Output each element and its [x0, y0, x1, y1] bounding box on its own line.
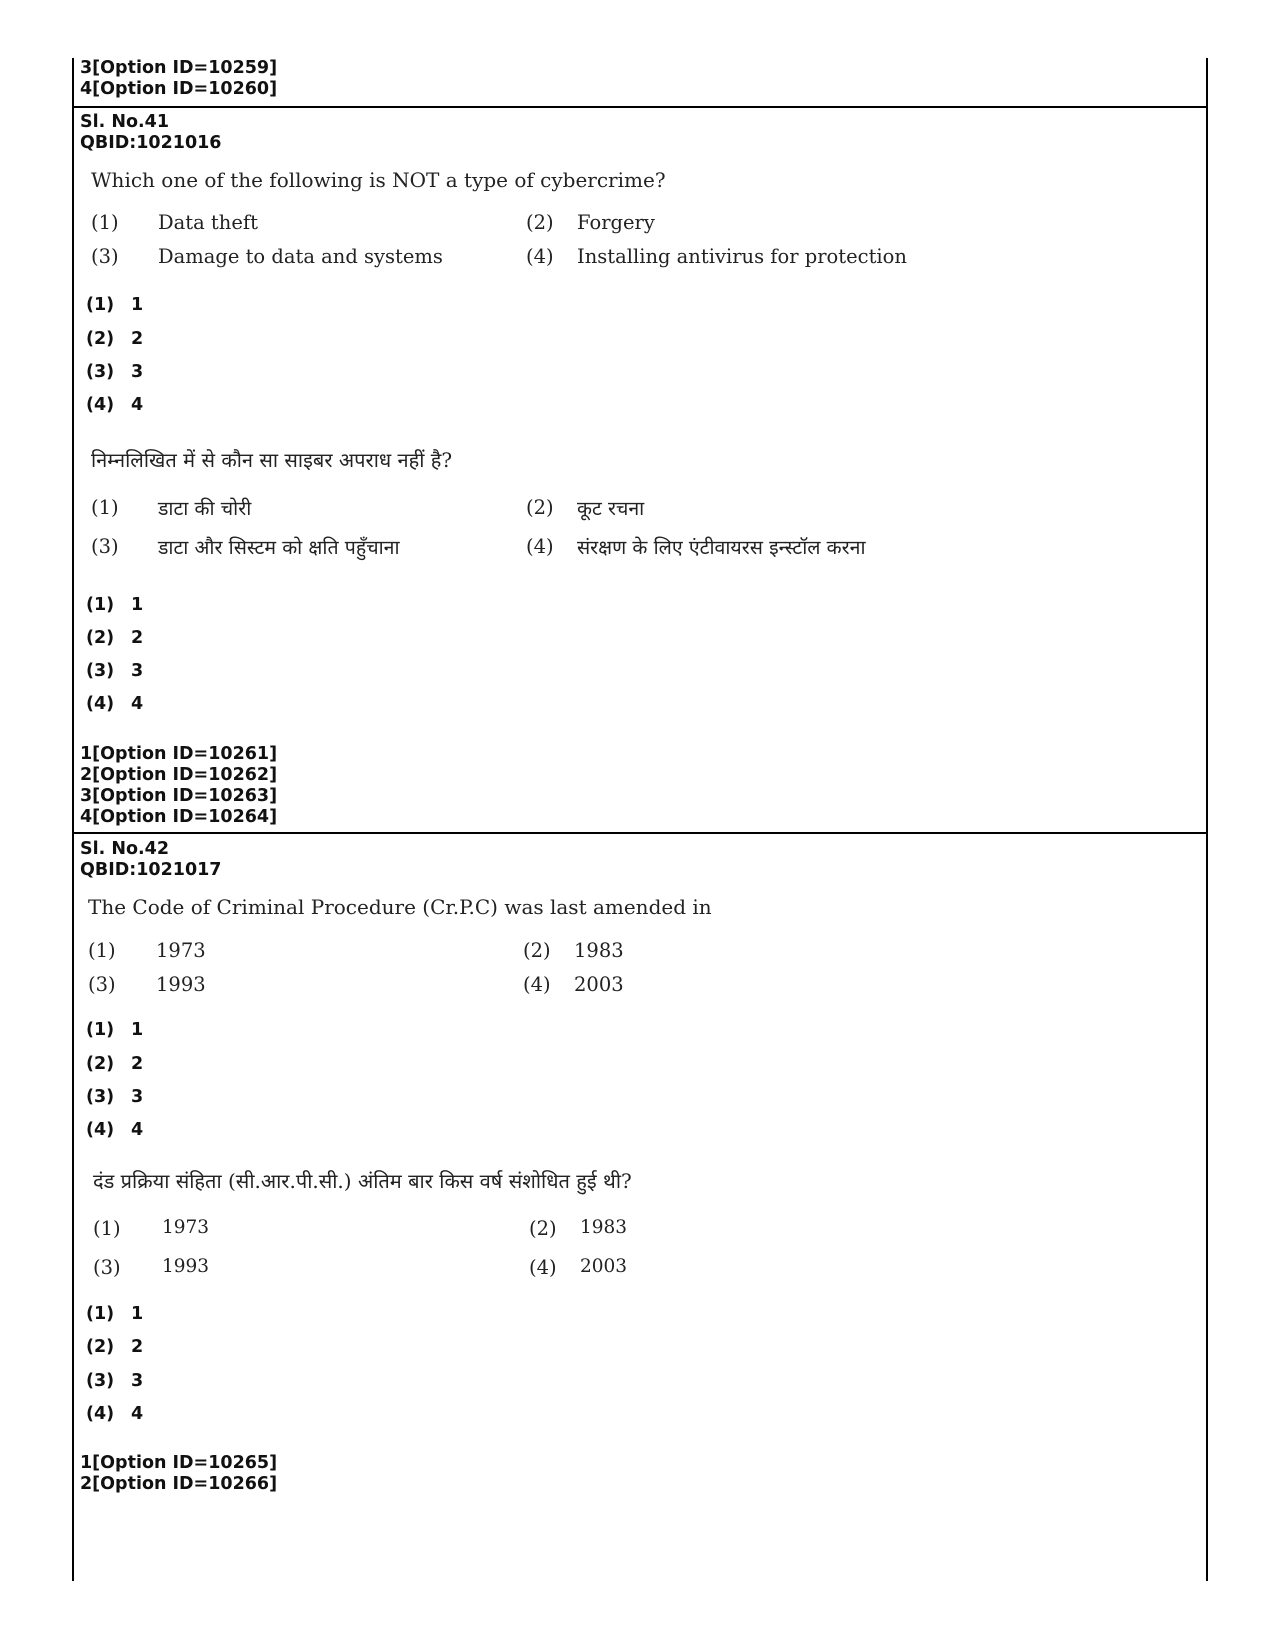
option-id-line: 1[Option ID=10261]: [80, 744, 278, 764]
option-id-line: 3[Option ID=10259]: [80, 58, 278, 78]
divider-q42: [72, 832, 1208, 834]
answer-choice[interactable]: (4) 4: [86, 1404, 144, 1424]
option-number: (4): [523, 973, 551, 996]
answer-choice[interactable]: (3) 3: [86, 362, 144, 382]
option-text: Damage to data and systems: [158, 245, 443, 268]
answer-choice[interactable]: (1) 1: [86, 295, 144, 315]
option-id-line: 4[Option ID=10260]: [80, 79, 278, 99]
option-number: (3): [93, 1256, 121, 1279]
option-number: (4): [526, 535, 554, 558]
option-number: (2): [523, 939, 551, 962]
option-text: 2003: [580, 1256, 628, 1277]
answer-choice[interactable]: (2) 2: [86, 1337, 144, 1357]
option-text: 1973: [156, 939, 206, 962]
option-text: 1973: [162, 1217, 210, 1238]
option-text: 1993: [162, 1256, 210, 1277]
option-number: (1): [91, 211, 119, 234]
option-text: कूट रचना: [577, 497, 645, 520]
option-text: Data theft: [158, 211, 258, 234]
option-id-line: 1[Option ID=10265]: [80, 1453, 278, 1473]
question-bank-id: QBID:1021017: [80, 860, 222, 880]
answer-choice[interactable]: (2) 2: [86, 628, 144, 648]
answer-choice[interactable]: (1) 1: [86, 1020, 144, 1040]
divider-q41: [72, 106, 1208, 108]
option-number: (2): [526, 496, 554, 519]
answer-choice[interactable]: (4) 4: [86, 1120, 144, 1140]
serial-number: Sl. No.42: [80, 839, 170, 859]
serial-number: Sl. No.41: [80, 112, 170, 132]
option-number: (2): [529, 1217, 557, 1240]
option-number: (3): [91, 535, 119, 558]
option-id-line: 2[Option ID=10266]: [80, 1474, 278, 1494]
option-text: 1993: [156, 973, 206, 996]
answer-choice[interactable]: (3) 3: [86, 1087, 144, 1107]
option-number: (2): [526, 211, 554, 234]
answer-choice[interactable]: (3) 3: [86, 661, 144, 681]
answer-choice[interactable]: (2) 2: [86, 1054, 144, 1074]
option-number: (1): [88, 939, 116, 962]
question-text-en: The Code of Criminal Procedure (Cr.P.C) was last amended in: [88, 895, 712, 919]
option-text: 1983: [580, 1217, 628, 1238]
option-number: (3): [88, 973, 116, 996]
answer-choice[interactable]: (4) 4: [86, 694, 144, 714]
option-text: डाटा की चोरी: [158, 497, 252, 520]
answer-choice[interactable]: (3) 3: [86, 1371, 144, 1391]
option-number: (3): [91, 245, 119, 268]
option-text: संरक्षण के लिए एंटीवायरस इन्स्टॉल करना: [577, 536, 866, 559]
option-id-line: 3[Option ID=10263]: [80, 786, 278, 806]
option-number: (4): [526, 245, 554, 268]
option-text: 2003: [574, 973, 624, 996]
question-text-en: Which one of the following is NOT a type of cybercrime?: [91, 168, 666, 192]
option-text: Installing antivirus for protection: [577, 245, 907, 268]
option-id-line: 2[Option ID=10262]: [80, 765, 278, 785]
question-text-hi: दंड प्रक्रिया संहिता (सी.आर.पी.सी.) अंतिम बार किस वर्ष संशोधित हुई थी?: [93, 1169, 632, 1193]
option-number: (1): [93, 1217, 121, 1240]
option-text: 1983: [574, 939, 624, 962]
question-text-hi: निम्नलिखित में से कौन सा साइबर अपराध नहीं है?: [91, 448, 453, 472]
answer-choice[interactable]: (1) 1: [86, 595, 144, 615]
option-number: (4): [529, 1256, 557, 1279]
answer-choice[interactable]: (1) 1: [86, 1304, 144, 1324]
option-number: (1): [91, 496, 119, 519]
option-id-line: 4[Option ID=10264]: [80, 807, 278, 827]
option-text: डाटा और सिस्टम को क्षति पहुँचाना: [158, 536, 400, 559]
answer-choice[interactable]: (4) 4: [86, 395, 144, 415]
question-bank-id: QBID:1021016: [80, 133, 222, 153]
option-text: Forgery: [577, 211, 655, 234]
answer-choice[interactable]: (2) 2: [86, 329, 144, 349]
